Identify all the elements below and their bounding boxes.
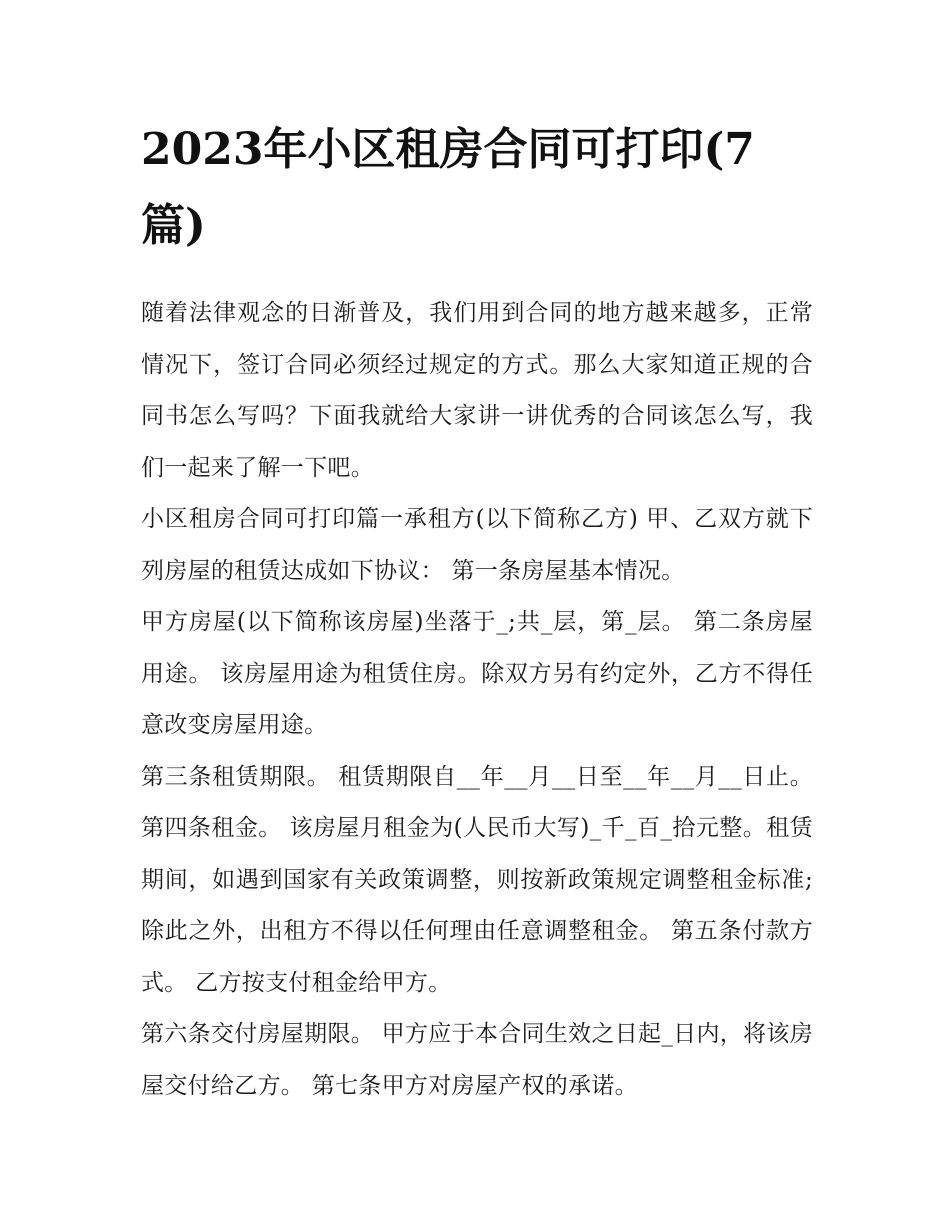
contract-paragraph-4: 第六条交付房屋期限。 甲方应于本合同生效之日起_日内，将该房屋交付给乙方。 第七条甲方对房屋产权的承诺。 [141, 1021, 813, 1099]
contract-paragraph-3: 第三条租赁期限。 租赁期限自__年__月__日至__年__月__日止。 第四条租金。 该房屋月租金为(人民币大写)_千_百_拾元整。租赁期间，如遇到国家有关政策调整，则按新政策规定调整租金标准;除此之外，出租方不得以任何理由任意调整租金。 第五条付款方式。 乙方按支付租金给甲方。 [141, 763, 813, 996]
document-body [141, 112, 813, 1112]
contract-paragraph-1: 小区租房合同可打印篇一承租方(以下简称乙方) 甲、乙双方就下列房屋的租赁达成如下协议： 第一条房屋基本情况。 [141, 506, 813, 584]
intro-paragraph: 随着法律观念的日渐普及，我们用到合同的地方越来越多，正常情况下，签订合同必须经过规定的方式。那么大家知道正规的合同书怎么写吗？下面我就给大家讲一讲优秀的合同该怎么写，我们一起来了解一下吧。 [141, 300, 813, 481]
contract-paragraph-2: 甲方房屋(以下简称该房屋)坐落于_;共_层，第_层。 第二条房屋用途。 该房屋用途为租赁住房。除双方另有约定外，乙方不得任意改变房屋用途。 [141, 609, 813, 738]
document-title: 2023年小区租房合同可打印(7篇) [141, 124, 755, 251]
